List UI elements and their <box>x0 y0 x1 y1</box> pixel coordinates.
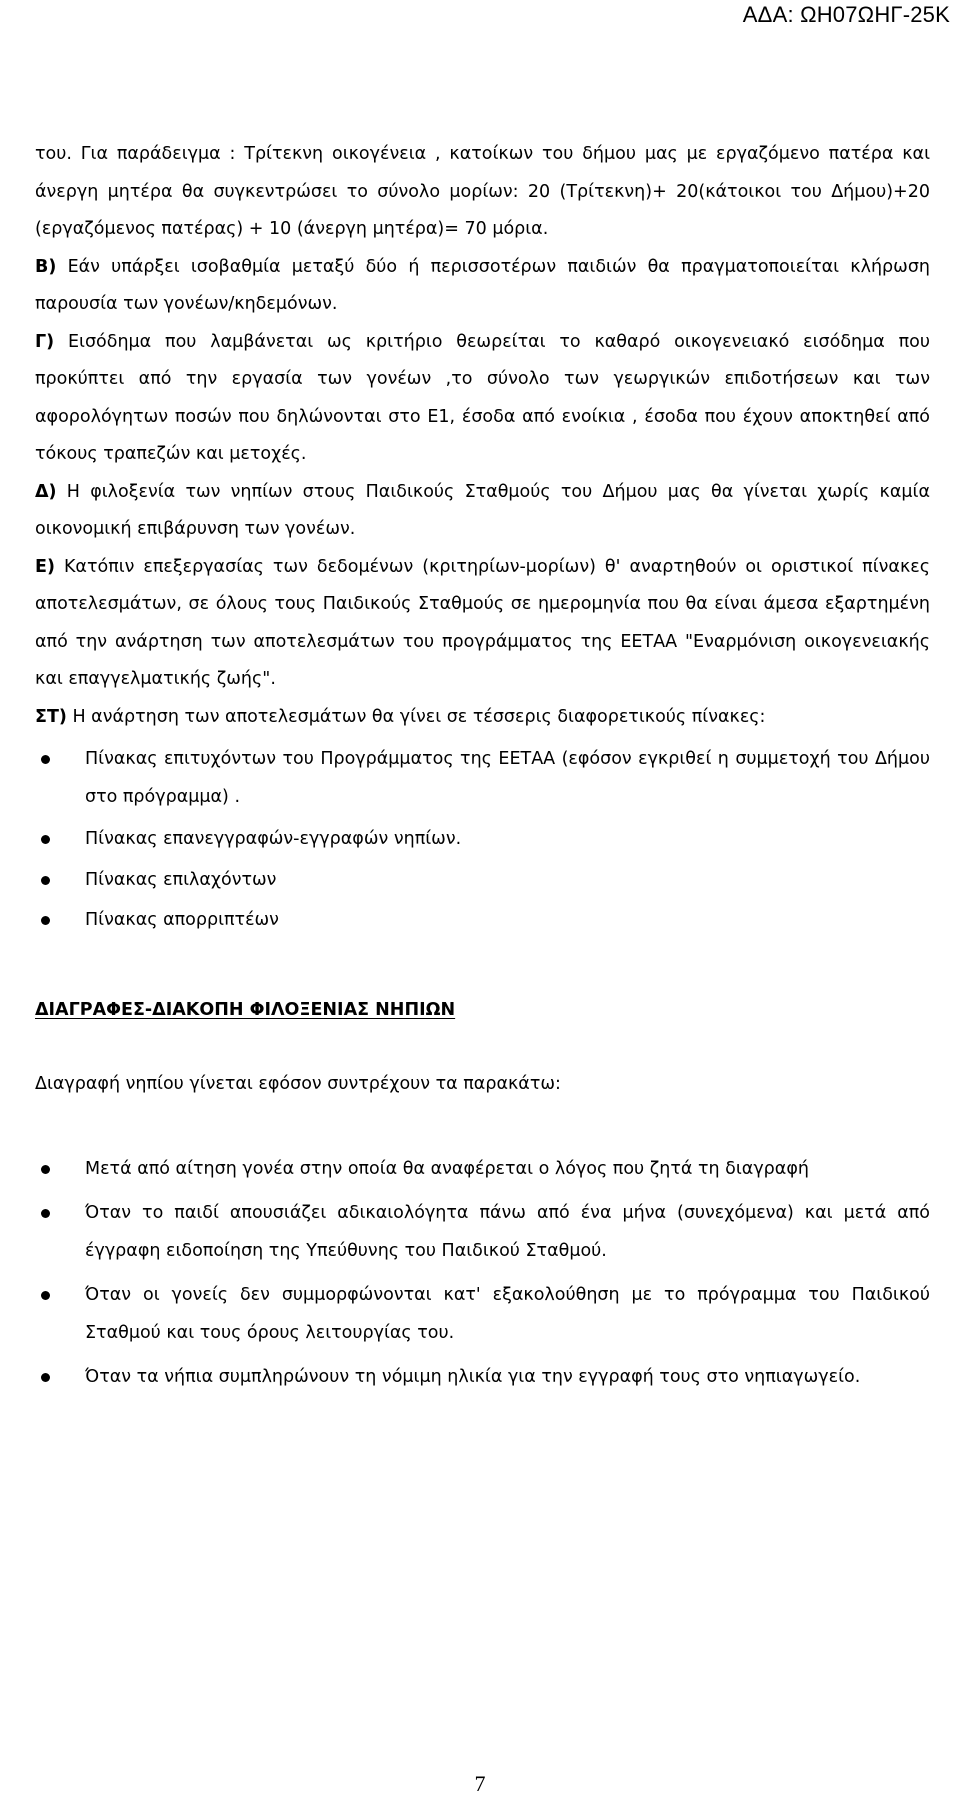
section-b <box>35 249 930 324</box>
section-heading: ΔΙΑΓΡΑΦΕΣ-ΔΙΑΚΟΠΗ ΦΙΛΟΞΕΝΙΑΣ ΝΗΠΙΩΝ <box>35 999 456 1020</box>
list-item: Όταν το παιδί απουσιάζει αδικαιολόγητα πάνω από ένα μήνα (συνεχόμενα) και μετά από έγγραφη ειδοποίηση της Υπεύθυνης του Παιδικού Σταθμού. <box>35 1195 930 1270</box>
section-marker: Β) <box>35 256 57 277</box>
list-item: Μετά από αίτηση γονέα στην οποία θα αναφέρεται ο λόγος που ζητά τη διαγραφή <box>35 1151 930 1189</box>
page-number: 7 <box>474 1771 486 1796</box>
list-item: Όταν τα νήπια συμπληρώνουν τη νόμιμη ηλικία για την εγγραφή τους στο νηπιαγωγείο. <box>35 1359 930 1397</box>
results-tables-list <box>35 741 930 940</box>
intro-paragraph: του. Για παράδειγμα : Τρίτεκνη οικογένεια , κατοίκων του δήμου μας με εργαζόμενο πατέρα και άνεργη μητέρα θα συγκεντρώσει το σύνολο μορίων: 20 (Τρίτεκνη)+ 20(κάτοικοι του Δήμου)+20 (εργαζόμενος πατέρας) + 10 (άνεργη μητέρα)= 70 μόρια. <box>35 144 930 239</box>
section-text: Η ανάρτηση των αποτελεσμάτων θα γίνει σε τέσσερις διαφορετικούς πίνακες: <box>66 706 766 727</box>
section-d <box>35 474 930 549</box>
list-item: Πίνακας επιτυχόντων του Προγράμματος της ΕΕΤΑΑ (εφόσον εγκριθεί η συμμετοχή του Δήμου στο πρόγραμμα) . <box>35 741 930 816</box>
list-item: Πίνακας επιλαχόντων <box>35 862 930 900</box>
document-body <box>35 136 930 1404</box>
section-text: Εάν υπάρξει ισοβαθμία μεταξύ δύο ή περισσοτέρων παιδιών θα πραγματοποιείται κλήρωση παρουσία των γονέων/κηδεμόνων. <box>35 256 930 314</box>
deletion-intro: Διαγραφή νηπίου γίνεται εφόσον συντρέχουν τα παρακάτω: <box>35 1074 561 1094</box>
list-item: Πίνακας επανεγγραφών-εγγραφών νηπίων. <box>35 821 930 859</box>
section-text: Εισόδημα που λαμβάνεται ως κριτήριο θεωρείται το καθαρό οικογενειακό εισόδημα που προκύπτει από την εργασία των γονέων ,το σύνολο των γεωργικών επιδοτήσεων και των αφορολόγητων ποσών που δηλώνονται στο Ε1, έσοδα από ενοίκια , έσοδα που έχουν αποκτηθεί από τόκους τραπεζών και μετοχές. <box>35 331 930 464</box>
section-marker: ΣΤ) <box>35 706 67 727</box>
section-c <box>35 324 930 474</box>
list-item: Όταν οι γονείς δεν συμμορφώνονται κατ' εξακολούθηση με το πρόγραμμα του Παιδικού Σταθμού και τους όρους λειτουργίας του. <box>35 1277 930 1352</box>
deletion-conditions-list <box>35 1151 930 1397</box>
section-text: Η φιλοξενία των νηπίων στους Παιδικούς Σταθμούς του Δήμου μας θα γίνεται χωρίς καμία οικονομική επιβάρυνση των γονέων. <box>35 481 930 539</box>
ada-code: ΑΔΑ: ΩΗ07ΩΗΓ-25Κ <box>742 2 950 27</box>
section-st <box>35 699 930 737</box>
section-marker: Δ) <box>35 481 57 502</box>
section-marker: Ε) <box>35 556 55 577</box>
list-item: Πίνακας απορριπτέων <box>35 902 930 940</box>
section-marker: Γ) <box>35 331 55 352</box>
section-text: Κατόπιν επεξεργασίας των δεδομένων (κριτηρίων-μορίων) θ' αναρτηθούν οι οριστικοί πίνακες αποτελεσμάτων, σε όλους τους Παιδικούς Σταθμούς σε ημερομηνία που θα είναι άμεσα εξαρτημένη από την ανάρτηση των αποτελεσμάτων του προγράμματος της ΕΕΤΑΑ "Εναρμόνιση οικογενειακής και επαγγελματικής ζωής". <box>35 556 930 689</box>
section-e <box>35 549 930 699</box>
